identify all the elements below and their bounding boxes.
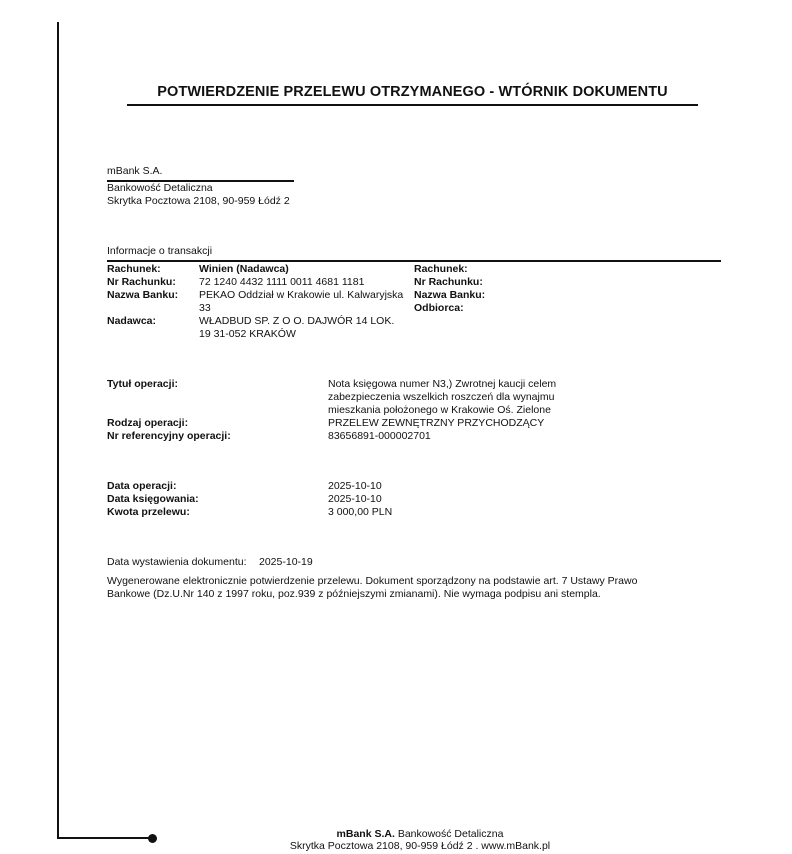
bank-line2: Skrytka Pocztowa 2108, 90-959 Łódź 2 (107, 195, 290, 207)
footer-bank-name: mBank S.A. (336, 828, 395, 840)
op-date-label: Data operacji: (107, 480, 177, 492)
recipient-party-label: Odbiorca: (414, 302, 464, 314)
operation-type-value: PRZELEW ZEWNĘTRZNY PRZYCHODZĄCY (328, 417, 545, 429)
sender-party-label: Nadawca: (107, 315, 157, 327)
sender-account-value: Winien (Nadawca) (199, 263, 289, 275)
bank-name: mBank S.A. (107, 165, 163, 177)
issue-date-label: Data wystawienia dokumentu: (107, 556, 247, 568)
op-date-value: 2025-10-10 (328, 480, 382, 492)
issue-date-value: 2025-10-19 (259, 556, 313, 568)
recipient-bank-label: Nazwa Banku: (414, 289, 486, 301)
booking-date-value: 2025-10-10 (328, 493, 382, 505)
sender-bank-label: Nazwa Banku: (107, 289, 179, 301)
operation-ref-value: 83656891-000002701 (328, 430, 431, 442)
footer-address: Skrytka Pocztowa 2108, 90-959 Łódź 2 . www.mBank.pl (289, 840, 551, 852)
footer-division: Bankowość Detaliczna (397, 828, 504, 840)
transaction-divider (107, 260, 721, 262)
footer-line1 (0, 828, 792, 840)
operation-ref-label: Nr referencyjny operacji: (107, 430, 231, 442)
transaction-section-label: Informacje o transakcji (107, 245, 213, 257)
sender-number-value: 72 1240 4432 1111 0011 4681 1181 (199, 276, 365, 288)
sender-number-label: Nr Rachunku: (107, 276, 176, 288)
title-underline (127, 104, 698, 106)
operation-title-label: Tytuł operacji: (107, 378, 178, 390)
page-border-left (57, 22, 59, 839)
document-title: POTWIERDZENIE PRZELEWU OTRZYMANEGO - WTÓRNIK DOKUMENTU (157, 84, 668, 100)
sender-party-value: WŁADBUD SP. Z O O. DAJWÓR 14 LOK. 19 31-052 KRAKÓW (199, 315, 395, 340)
disclaimer-text: Wygenerowane elektronicznie potwierdzenie przelewu. Dokument sporządzony na podstawie art. 7 Ustawy Prawo Bankowe (Dz.U.Nr 140 z 1997 roku, poz.939 z późniejszymi zmianami). Nie wymaga podpisu ani stempla. (107, 575, 638, 600)
bank-line1: Bankowość Detaliczna (107, 182, 213, 194)
operation-type-label: Rodzaj operacji: (107, 417, 189, 429)
amount-label: Kwota przelewu: (107, 506, 190, 518)
sender-account-label: Rachunek: (107, 263, 161, 275)
recipient-account-label: Rachunek: (414, 263, 468, 275)
sender-bank-value: PEKAO Oddział w Krakowie ul. Kalwaryjska 33 (199, 289, 404, 314)
recipient-number-label: Nr Rachunku: (414, 276, 483, 288)
booking-date-label: Data księgowania: (107, 493, 199, 505)
amount-value: 3 000,00 PLN (328, 506, 393, 518)
operation-title-value: Nota księgowa numer N3,) Zwrotnej kaucji celem zabezpieczenia wszelkich roszczeń dla wynajmu mieszkania położonego w Krakowie Oś. Zielone (328, 378, 557, 416)
